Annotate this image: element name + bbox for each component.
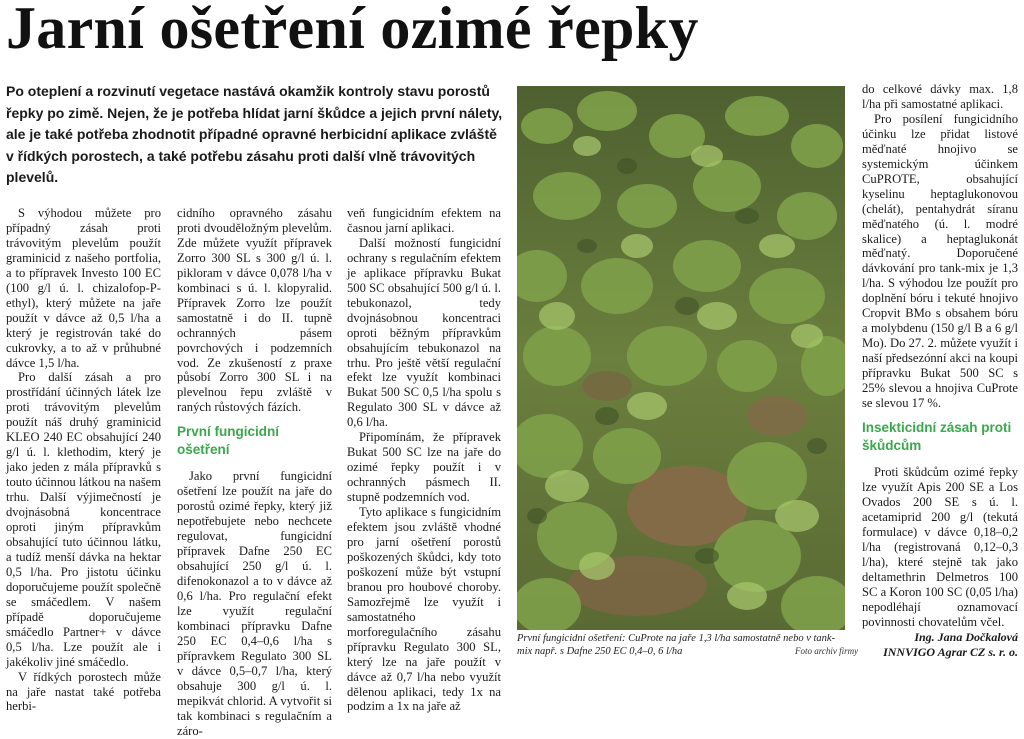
paragraph: Další možností fungicidní ochrany s regulačním efektem je aplikace přípravku Bukat 500 SC obsahující 500 g/l ú. l. tebukonazol, tedy dvojnásobnou koncentraci oproti běžným přípravkům obsahujícím tebukonazol na trhu. Pro ještě větší regulační efekt lze využít kombinaci Bukat 500 SC 0,5 l/ha spolu s Regulato 300 SL v dávce až 0,6 l/ha. (347, 235, 501, 430)
rapeseed-field-photo (517, 86, 845, 630)
article-lead: Po oteplení a rozvinutí vegetace nastává okamžik kontroly stavu porostů řepky po zimě. Nejen, že je potřeba hlídat jarní škůdce a jejich první nálety, ale je také potřeba zhodnotit případné opravné herbicidní aplikace zvláště v řídkých porostech, a také potřebu zásahu proti další vlně trávovitých plevelů. (6, 83, 503, 185)
text-column-3 (347, 206, 501, 714)
text-column-4 (862, 82, 1018, 629)
section-heading-fungicide: První fungicidní ošetření (177, 424, 280, 458)
paragraph: V řídkých porostech může na jaře nastat také potřeba herbi- (6, 669, 161, 714)
paragraph: veň fungicidním efektem na časnou jarní aplikaci. (347, 206, 501, 235)
photo-credit: Foto archiv firmy (795, 646, 859, 656)
paragraph: Pro další zásah a pro prostřídání účinných látek lze proti trávovitým plevelům použít náš druhý graminicid KLEO 240 EC obsahující 240 g/l ú. l. klethodim, který je jako jeden z mála přípravků s touto účinnou látkou na našem trhu. Další výjimečností je dvojnásobná koncentrace oproti jiným přípravkům obsahující tuto účinnou látku, a tudíž menší dávka na hektar 0,5 l/ha. Pro jistotu účinku doporučujeme použít společně se smáčedlem. V našem případě doporučujeme smáčedlo Partner+ v dávce 0,5 l/ha. Lze použít ale i jakékoliv jiné smáčedlo. (6, 370, 161, 669)
text-column-1 (6, 206, 161, 714)
photo-caption: První fungicidní ošetření: CuProte na jaře 1,3 l/ha samostatně nebo v tank-mix např. s Dafne 250 EC 0,4–0, 6 l/ha (517, 633, 836, 657)
paragraph: S výhodou můžete pro případný zásah proti trávovitým plevelům použít graminicid z našeho portfolia, a to přípravek Investo 100 EC (100 g/l ú. l. chizalofop-P-ethyl), který můžete na jaře použít v dávce až 0,5 l/ha a který je registrován také do cukrovky, a to až v průhubné dávce 1,5 l/ha. (6, 206, 161, 370)
paragraph: Tyto aplikace s fungicidním efektem jsou zvláště vhodné pro jarní ošetření porostů poškozených škůdci, kdy toto poškození může být vstupní branou pro houbové choroby. Samozřejmě lze využít i samostatného morforegulačního zásahu přípravku Regulato 300 SL, který lze na jaře použít v dávce až 0,7 l/ha nebo využít dělenou aplikaci, tedy 1x na podzim a 1x na jaře až (347, 505, 501, 714)
paragraph: Připomínám, že přípravek Bukat 500 SC lze na jaře do ozimé řepky použít i v ochranných pásmech II. stupně podzemních vod. (347, 430, 501, 505)
author-name: Ing. Jana Dočkalová (914, 630, 1018, 644)
paragraph: Jako první fungicidní ošetření lze použít na jaře do porostů ozimé řepky, který již nepotřebujete nebo nechcete regulovat, fungicidní přípravek Dafne 250 EC obsahující 250 g/l ú. l. difenokonazol a to v dávce až 0,6 l/ha. Pro regulační efekt lze využít regulační kombinaci přípravku Dafne 250 EC 0,4–0,6 l/ha s přípravkem Regulato 300 SL v dávce 0,5–0,7 l/ha, který obsahuje 300 g/l ú. l. mepikvát chlorid. A vytvořit si tak kombinaci s regulačním a záro- (177, 469, 332, 738)
author-company: INNVIGO Agrar CZ s. r. o. (883, 645, 1018, 659)
paragraph: Proti škůdcům ozimé řepky lze využít Apis 200 SE a Los Ovados 200 SE s ú. l. acetamiprid 200 g/l (tekutá formulace) v dávce 0,18–0,2 l/ha (registrovaná 0,12–0,3 l/ha), které stejně tak jako deltamethrin Delmetros 100 SC a Koron 100 SC (0,05 l/ha) nepodléhají oznamovací povinnosti chovatelům včel. (862, 464, 1018, 629)
section-heading-insecticide: Insekticidní zásah proti škůdcům (862, 419, 1012, 453)
paragraph: do celkové dávky max. 1,8 l/ha při samostatné aplikaci. (862, 82, 1018, 111)
paragraph: Pro posílení fungicidního účinku lze přidat listové měďnaté hnojivo se systemickým účinkem CuPROTE, obsahující kyselinu heptaglukonovou (chelát), pentahydrát síranu měďnatého (ú. l. modré skalice) a heptaglukonát měďnatý. Doporučené dávkování pro tank-mix je 1,3 l/ha. S výhodou lze použít pro doplnění bóru i tekuté hnojivo Cropvit BMo s obsahem bóru a molybdenu (150 g/l B a 6 g/l Mo). Do 27. 2. můžete využít i naší předsezónní akci na koupi přípravku Bukat 500 SC s 25% slevou a hnojiva CuProte se slevou 17 %. (862, 111, 1018, 411)
author-signature (862, 630, 1018, 660)
paragraph: cidního opravného zásahu proti dvouděložným plevelům. Zde můžete využít přípravek Zorro 300 SL s 300 g/l ú. l. pikloram v dávce 0,078 l/ha v kombinaci s ú. l. klopyralid. Přípravek Zorro lze použít samostatně i do II. tupně ochranných pásem povrchových i podzemních vod. Ze zkušeností z praxe působí Zorro 300 SL i na plevelnou řepu zvláště v raných růstových fázích. (177, 206, 332, 415)
text-column-2 (177, 206, 332, 739)
article-title: Jarní ošetření ozimé řepky (6, 0, 699, 61)
